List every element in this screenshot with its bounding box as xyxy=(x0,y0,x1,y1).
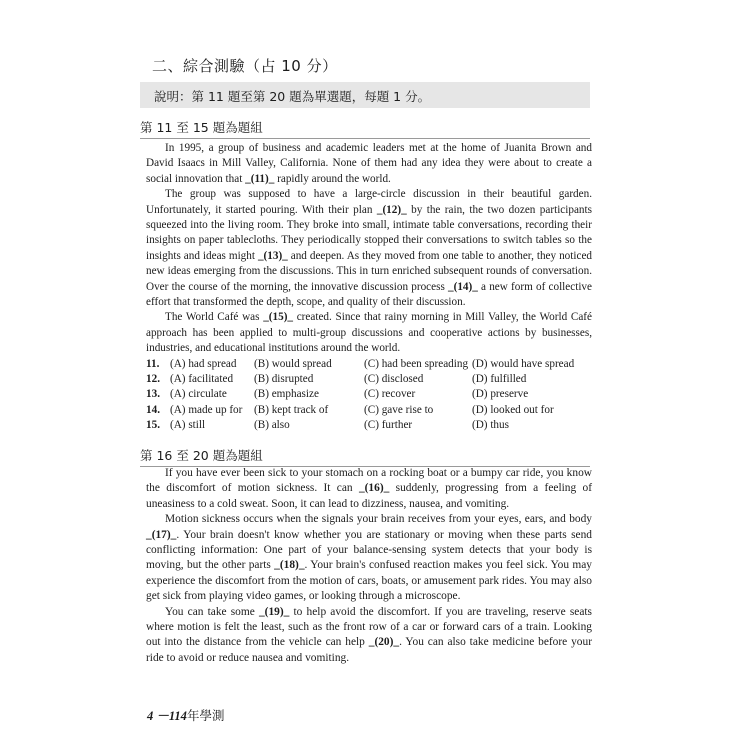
blank-13: _(13)_ xyxy=(257,249,288,262)
option-a: (A) facilitated xyxy=(170,373,234,386)
passage-text: suddenly, progressing from a feeling of uneasiness to a cold sweat. Soon, it can lead to dizziness, nausea, and vomiting. xyxy=(146,482,592,510)
passage-text: The group was supposed to have a large-circle discussion in their beautiful garden. Unfortunately, it started pouring. With their plan xyxy=(146,188,592,216)
option-d: (D) fulfilled xyxy=(472,373,527,386)
option-a: (A) circulate xyxy=(170,388,227,401)
option-row-11 xyxy=(146,358,596,373)
passage-text: In 1995, a group of business and academic leaders met at the home of Juanita Brown and David Isaacs in Mill Valley, California. None of them had any idea they were about to create a social innovation that xyxy=(146,142,592,185)
passage-text: created. Since that rainy morning in Mill Valley, the World Café approach has been applied to multi-group discussions and cooperative actions by businesses, industries, and educational institutions around the world. xyxy=(146,311,592,355)
option-b: (B) also xyxy=(254,418,290,431)
blank-17: _(17)_ xyxy=(146,528,177,541)
passage-text: by the rain, the two dozen participants squeezed into the living room. They broke into small, intimate table conversations, recording their insights on paper tablecloths. They periodically stopped their conversations to switch tables so the insights and ideas might xyxy=(146,203,592,262)
paragraph xyxy=(146,605,592,667)
section-title: 二、綜合測驗（占 10 分） xyxy=(152,57,338,75)
passage-text: . Your brain's confused reaction makes you feel sick. You may experience the discomfort from the motion of cars, boats, or amusement park rides. You may also get sick from playing video games, or looking through a microscope. xyxy=(146,559,592,603)
option-row-12 xyxy=(146,373,596,388)
options-table xyxy=(146,358,596,434)
passage-text: and deepen. As they moved from one table to another, they noticed new ideas emerging from the discussions. This in turn enriched subsequent rounds of conversation. Over the course of the morning, the innovative discussion process xyxy=(146,249,592,293)
option-b: (B) would spread xyxy=(254,358,332,370)
option-c: (C) disclosed xyxy=(364,373,424,386)
blank-18: _(18)_ xyxy=(274,559,305,572)
question-number: 12. xyxy=(146,373,160,386)
option-c: (C) gave rise to xyxy=(364,403,434,416)
paragraph xyxy=(146,141,592,187)
option-c: (C) further xyxy=(364,418,413,431)
option-d: (D) would have spread xyxy=(472,358,575,370)
question-number: 13. xyxy=(146,388,160,401)
paragraph xyxy=(146,466,592,512)
blank-16: _(16)_ xyxy=(358,482,390,495)
option-a: (A) had spread xyxy=(170,358,237,370)
paragraph xyxy=(146,512,592,604)
instruction-text: 說明：第 11 題至第 20 題為單選題，每題 1 分。 xyxy=(154,89,431,104)
question-number: 15. xyxy=(146,418,160,431)
blank-20: _(20)_ xyxy=(368,636,400,649)
blank-11: _(11)_ xyxy=(245,172,275,185)
blank-15: _(15)_ xyxy=(263,311,294,324)
passage-16-20 xyxy=(146,466,592,666)
passage-text: to help avoid the discomfort. If you are traveling, reserve seats where motion is felt the least, such as the front row of a car or forward cars of a train. Looking out into the distance from the vehicle can help xyxy=(146,605,592,649)
question-number: 11. xyxy=(146,358,160,370)
group-heading-16-20: 第 16 至 20 題為題組 xyxy=(140,446,590,467)
option-row-15 xyxy=(146,419,596,434)
paragraph xyxy=(146,187,592,310)
passage-text: Motion sickness occurs when the signals your brain receives from your eyes, ears, and body xyxy=(165,513,592,526)
passage-text: You can take some xyxy=(165,605,259,618)
passage-text: a new form of collective effort that transformed the depth, scope, and quality of their discussion. xyxy=(146,280,592,309)
passage-text: . You can also take medicine before your ride to avoid or reduce nausea and vomiting. xyxy=(146,636,592,664)
footer-label: 年學測 xyxy=(186,708,225,723)
blank-12: _(12)_ xyxy=(376,203,407,216)
option-d: (D) preserve xyxy=(472,388,529,401)
option-b: (B) kept track of xyxy=(254,403,329,416)
option-b: (B) emphasize xyxy=(254,388,319,401)
passage-text: rapidly around the world. xyxy=(274,172,391,185)
option-d: (D) thus xyxy=(472,418,509,431)
option-d: (D) looked out for xyxy=(472,403,554,416)
paragraph xyxy=(146,310,592,356)
passage-text: The World Café was xyxy=(165,311,264,324)
option-row-14 xyxy=(146,404,596,419)
blank-14: _(14)_ xyxy=(448,280,478,293)
instruction-box xyxy=(140,82,590,108)
option-row-13 xyxy=(146,388,596,403)
blank-19: _(19)_ xyxy=(258,605,290,618)
option-a: (A) made up for xyxy=(170,403,243,416)
question-number: 14. xyxy=(146,403,160,416)
page-footer xyxy=(147,706,224,724)
passage-text: If you have ever been sick to your stomach on a rocking boat or a bumpy car ride, you know the discomfort of motion sickness. It can xyxy=(146,467,592,495)
option-b: (B) disrupted xyxy=(254,373,314,386)
page-number: 4 －114 xyxy=(147,709,187,723)
option-c: (C) recover xyxy=(364,388,416,401)
passage-11-15 xyxy=(146,141,592,357)
passage-text: . Your brain doesn't know whether you are stationary or moving when these parts send conflicting information: One part of your balance-sensing system detects that your body is moving, but the other parts xyxy=(146,528,592,572)
option-a: (A) still xyxy=(170,418,206,431)
group-heading-11-15: 第 11 至 15 題為題組 xyxy=(140,118,590,139)
option-c: (C) had been spreading xyxy=(364,358,469,370)
